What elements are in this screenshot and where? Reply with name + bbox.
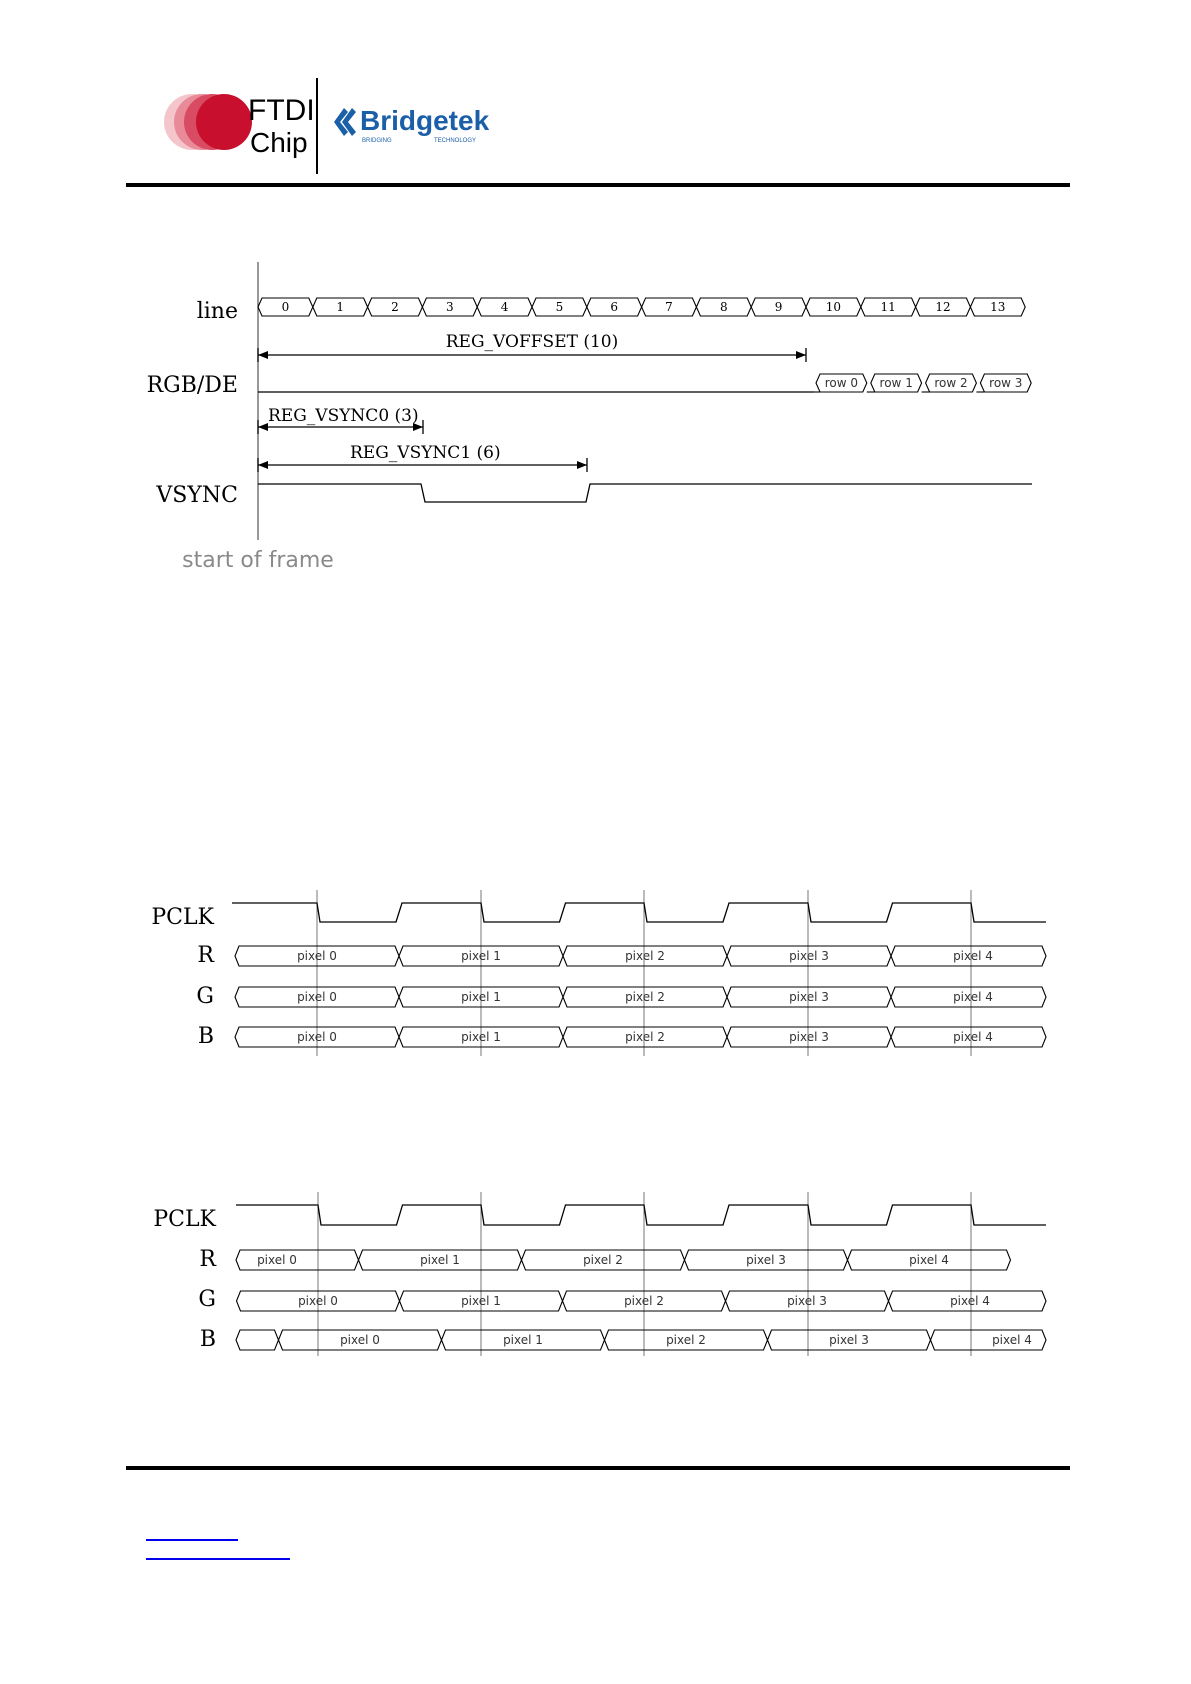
reg-vsync1-label: REG_VSYNC1 (6): [350, 443, 501, 463]
g-pixel-cell-0-label: pixel 0: [297, 990, 337, 1004]
b-channel-cells: [235, 1027, 1046, 1047]
footer-rule: [126, 1466, 1070, 1470]
clock-edge-gridlines: [318, 1192, 971, 1356]
r-pixel-cell-1-label: pixel 1: [461, 949, 501, 963]
g-pixel-cell-4-label: pixel 4: [953, 990, 993, 1004]
logo-tagline-left: BRIDGING: [362, 138, 392, 144]
footer-link[interactable]: [146, 1539, 238, 1541]
signal-label-line: line: [196, 299, 238, 324]
b-pixel-cell-3-label: pixel 3: [829, 1333, 869, 1347]
r-pixel-cell-2-label: pixel 2: [583, 1253, 623, 1267]
g-pixel-cell-3-label: pixel 3: [787, 1294, 827, 1308]
r-pixel-cell-3-label: pixel 3: [789, 949, 829, 963]
r-pixel-cell-4-label: pixel 4: [909, 1253, 949, 1267]
line-number-cells: [258, 298, 1025, 316]
vertical-timing-diagram: [0, 250, 1191, 580]
g-channel-cells: [237, 1291, 1047, 1311]
logo-chip-text: Chip: [250, 127, 308, 158]
g-pixel-cell-1-label: pixel 1: [461, 990, 501, 1004]
logo-bridgetek-text: Bridgetek: [360, 105, 490, 136]
header-rule: [126, 183, 1070, 187]
g-pixel-cell-3-label: pixel 3: [789, 990, 829, 1004]
b-pixel-cell-4-label: pixel 4: [953, 1030, 993, 1044]
reg-voffset-label: REG_VOFFSET (10): [445, 332, 619, 352]
r-pixel-cell-2-label: pixel 2: [625, 949, 665, 963]
line-cell-8-label: 8: [719, 300, 728, 314]
line-cell-4-label: 4: [500, 300, 509, 314]
company-logo: [148, 74, 508, 174]
g-channel-cells: [235, 987, 1046, 1007]
g-pixel-cell-1-label: pixel 1: [461, 1294, 501, 1308]
start-of-frame-label: start of frame: [182, 548, 334, 573]
signal-label-g: G: [196, 984, 214, 1009]
signal-label-b: B: [199, 1327, 216, 1352]
r-channel-cells: [236, 1250, 1011, 1270]
b-channel-cells: [236, 1330, 1046, 1350]
logo-ftdi-text: FTDI: [248, 94, 315, 127]
g-pixel-cell-4-label: pixel 4: [950, 1294, 990, 1308]
b-pixel-cell-3-label: pixel 3: [789, 1030, 829, 1044]
g-pixel-cell-2-label: pixel 2: [625, 990, 665, 1004]
ftdi-logo-mark: [164, 94, 252, 150]
pixel-timing-diagram-skewed: [0, 1182, 1191, 1362]
rgb-row-cell-1-label: row 1: [879, 376, 913, 390]
g-pixel-cell-2-label: pixel 2: [624, 1294, 664, 1308]
b-pixel-cell-4-label: pixel 4: [992, 1333, 1032, 1347]
b-pixel-cell-1-label: pixel 1: [503, 1333, 543, 1347]
signal-label-pclk: PCLK: [151, 905, 214, 930]
b-pixel-cell-0-label: pixel 0: [340, 1333, 380, 1347]
r-pixel-cell-3-label: pixel 3: [746, 1253, 786, 1267]
line-cell-3-label: 3: [445, 300, 454, 314]
b-pixel-cell-0-label: pixel 0: [297, 1030, 337, 1044]
bridgetek-logo-mark: [334, 108, 356, 136]
line-cell-1-label: 1: [336, 300, 345, 314]
b-pixel-cell-2-label: pixel 2: [625, 1030, 665, 1044]
line-cell-5-label: 5: [555, 300, 564, 314]
reg-vsync0-label: REG_VSYNC0 (3): [268, 406, 419, 426]
line-cell-12-label: 12: [935, 300, 951, 314]
pclk-waveform: [236, 1205, 1046, 1225]
line-cell-0-label: 0: [281, 300, 290, 314]
line-cell-9-label: 9: [774, 300, 783, 314]
signal-label-b: B: [197, 1024, 214, 1049]
signal-label-vsync: VSYNC: [156, 483, 238, 508]
b-pixel-cell-1-label: pixel 1: [461, 1030, 501, 1044]
signal-label-g: G: [198, 1287, 216, 1312]
line-cell-6-label: 6: [610, 300, 619, 314]
vsync-waveform: [258, 484, 1032, 502]
line-cell-7-label: 7: [665, 300, 673, 314]
signal-label-rgb-de: RGB/DE: [146, 373, 238, 398]
g-pixel-cell-0-label: pixel 0: [298, 1294, 338, 1308]
r-pixel-cell-1-label: pixel 1: [420, 1253, 460, 1267]
r-pixel-cell-4-label: pixel 4: [953, 949, 993, 963]
line-cell-11-label: 11: [880, 300, 896, 314]
line-cell-13-label: 13: [990, 300, 1006, 314]
signal-label-r: R: [197, 943, 214, 968]
b-pixel-cell-2-label: pixel 2: [666, 1333, 706, 1347]
pclk-waveform: [232, 903, 1046, 922]
logo-divider: [316, 78, 318, 174]
pixel-timing-diagram-aligned: [0, 880, 1191, 1060]
footer-link[interactable]: [146, 1558, 290, 1560]
r-pixel-cell-0-label: pixel 0: [297, 949, 337, 963]
rgb-row-cell-2-label: row 2: [934, 376, 968, 390]
rgb-row-cell-3-label: row 3: [989, 376, 1023, 390]
signal-label-r: R: [199, 1247, 216, 1272]
rgb-row-cells: [814, 374, 1031, 392]
r-pixel-cell-0-label: pixel 0: [257, 1253, 297, 1267]
rgb-row-cell-0-label: row 0: [824, 376, 859, 390]
r-pixel-cell-0-outline: [236, 1250, 359, 1270]
r-channel-cells: [235, 946, 1046, 966]
signal-label-pclk: PCLK: [153, 1207, 216, 1232]
line-cell-2-label: 2: [391, 300, 399, 314]
logo-tagline-right: TECHNOLOGY: [434, 138, 477, 144]
line-cell-10-label: 10: [825, 300, 842, 314]
b-pixel-cell-edge-outline: [236, 1330, 279, 1350]
